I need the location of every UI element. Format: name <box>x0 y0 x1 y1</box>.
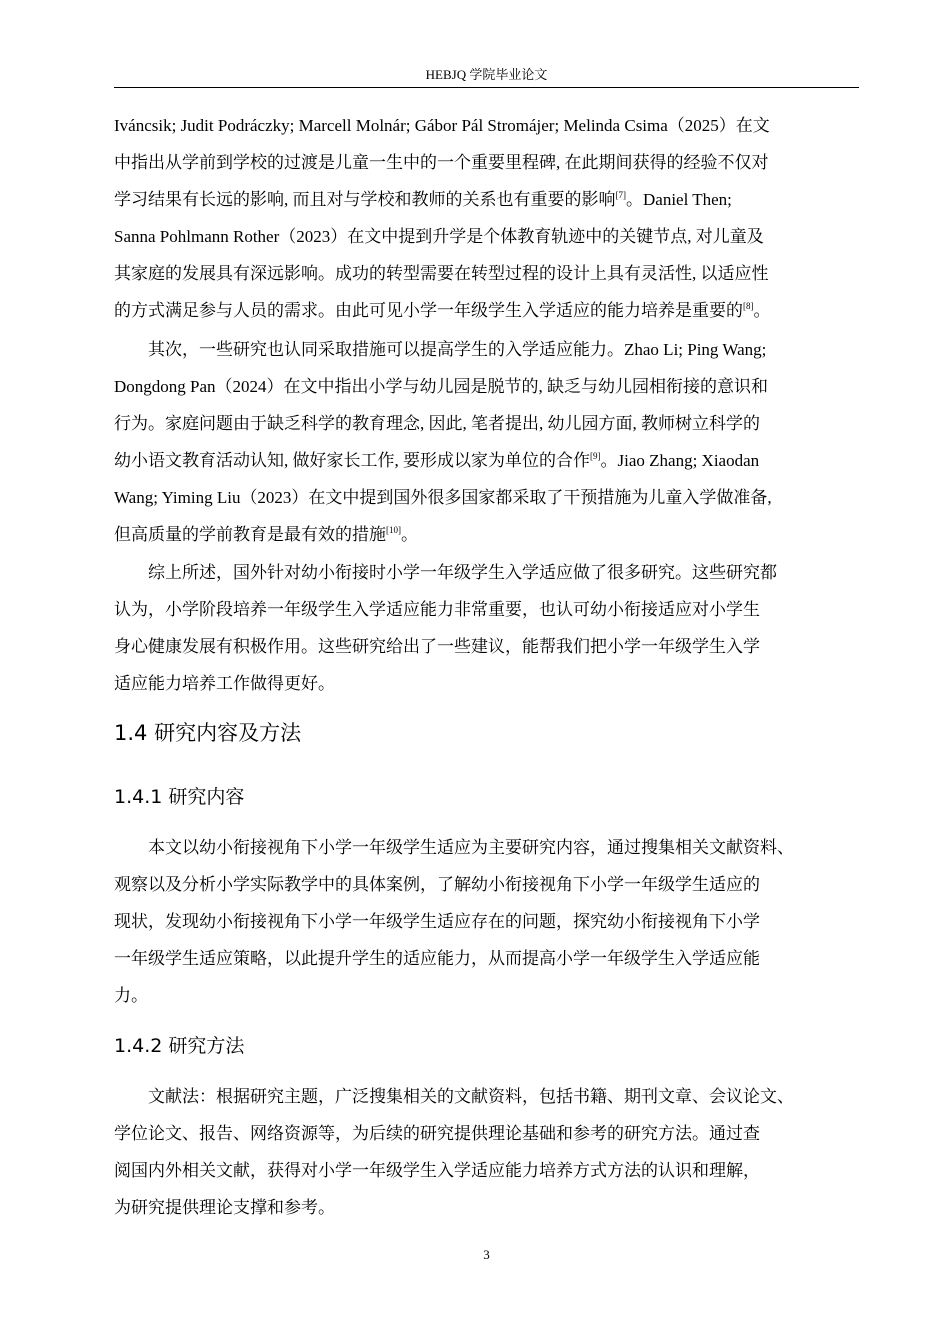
citation-ref: [7] <box>615 190 626 200</box>
text-run: 文献法：根据研究主题，广泛搜集相关的文献资料，包括书籍、期刊文章、会议论文、 <box>148 1087 794 1106</box>
running-header: HEBJQ 学院毕业论文 <box>425 67 548 82</box>
text-run: 身心健康发展有积极作用。这些研究给出了一些建议，能帮我们把小学一年级学生入学 <box>114 637 760 656</box>
text-run <box>114 442 759 479</box>
text-run: 的方式满足参与人员的需求。由此可见小学一年级学生入学适应的能力培养是重要的 <box>114 301 743 320</box>
text-run: Sanna Pohlmann Rother（2023）在文中提到升学是个体教育轨迹中的关键节点, 对儿童及 <box>114 227 764 246</box>
paragraph-research-content <box>114 829 859 1014</box>
text-run: 幼小语文教育活动认知, 做好家长工作, 要形成以家为单位的合作 <box>114 451 590 470</box>
text-run: Dongdong Pan（2024）在文中指出小学与幼儿园是脱节的, 缺乏与幼儿园相衔接的意识和 <box>114 377 769 396</box>
text-run: 行为。家庭问题由于缺乏科学的教育理念, 因此, 笔者提出, 幼儿园方面, 教师树立科学的 <box>114 414 760 433</box>
text-run: 认为，小学阶段培养一年级学生入学适应能力非常重要，也认可幼小衔接适应对小学生 <box>114 600 760 619</box>
paragraph-literature-2 <box>114 331 859 553</box>
text-run: 。Daniel Then; <box>626 190 732 209</box>
text-line <box>114 292 859 329</box>
text-run: 力。 <box>114 986 148 1005</box>
text-run: Iváncsik; Judit Podráczky; Marcell Molnár; Gábor Pál Stromájer; Melinda Csima（2025）在文 <box>114 116 770 135</box>
text-line <box>114 218 859 255</box>
text-run: 观察以及分析小学实际教学中的具体案例，了解幼小衔接视角下小学一年级学生适应的 <box>114 875 760 894</box>
text-run: 。 <box>401 525 418 544</box>
text-line <box>114 255 859 292</box>
text-run: 现状，发现幼小衔接视角下小学一年级学生适应存在的问题，探究幼小衔接视角下小学 <box>114 912 760 931</box>
text-line <box>114 331 859 368</box>
text-run: 学位论文、报告、网络资源等，为后续的研究提供理论基础和参考的研究方法。通过查 <box>114 1124 760 1143</box>
paragraph-summary <box>114 554 859 702</box>
text-run: Wang; Yiming Liu（2023）在文中提到国外很多国家都采取了干预措施为儿童入学做准备, <box>114 488 772 507</box>
text-line <box>114 903 859 940</box>
text-run: 为研究提供理论支撑和参考。 <box>114 1198 335 1217</box>
text-line <box>114 181 859 218</box>
text-line <box>114 405 859 442</box>
citation-ref: [10] <box>386 525 401 535</box>
text-run: 学习结果有长远的影响, 而且对与学校和教师的关系也有重要的影响 <box>114 190 616 209</box>
text-run: 。Jiao Zhang; Xiaodan <box>600 451 760 470</box>
text-run: 其次，一些研究也认同采取措施可以提高学生的入学适应能力。Zhao Li; Ping Wang; <box>148 340 767 359</box>
text-line <box>114 368 859 405</box>
citation-ref: [8] <box>743 301 754 311</box>
text-run: 但高质量的学前教育是最有效的措施 <box>114 525 386 544</box>
text-run: 综上所述，国外针对幼小衔接时小学一年级学生入学适应做了很多研究。这些研究都 <box>148 563 777 582</box>
text-line <box>114 977 859 1014</box>
text-run: 适应能力培养工作做得更好。 <box>114 674 335 693</box>
paragraph-research-method <box>114 1078 859 1226</box>
text-line <box>114 591 859 628</box>
text-run <box>114 181 732 218</box>
text-run: 一年级学生适应策略，以此提升学生的适应能力，从而提高小学一年级学生入学适应能 <box>114 949 760 968</box>
text-line <box>114 829 859 866</box>
paragraph-literature-1 <box>114 107 859 329</box>
text-line <box>114 1152 859 1189</box>
text-line <box>114 866 859 903</box>
text-run: 阅国内外相关文献，获得对小学一年级学生入学适应能力培养方式方法的认识和理解， <box>114 1161 760 1180</box>
text-line <box>114 940 859 977</box>
citation-ref: [9] <box>590 451 601 461</box>
section-heading-1-4: 1.4 研究内容及方法 <box>114 721 302 745</box>
text-run: 本文以幼小衔接视角下小学一年级学生适应为主要研究内容，通过搜集相关文献资料、 <box>148 838 794 857</box>
text-line <box>114 1115 859 1152</box>
text-run: 中指出从学前到学校的过渡是儿童一生中的一个重要里程碑, 在此期间获得的经验不仅对 <box>114 153 769 172</box>
text-line <box>114 442 859 479</box>
section-heading-1-4-1: 1.4.1 研究内容 <box>114 786 245 808</box>
text-run: 其家庭的发展具有深远影响。成功的转型需要在转型过程的设计上具有灵活性, 以适应性 <box>114 264 769 283</box>
text-line <box>114 516 859 553</box>
text-line <box>114 665 859 702</box>
section-heading-1-4-2: 1.4.2 研究方法 <box>114 1035 245 1057</box>
text-line <box>114 107 859 144</box>
text-line <box>114 479 859 516</box>
text-run: 。 <box>753 301 771 320</box>
text-line <box>114 554 859 591</box>
header-rule <box>114 87 859 88</box>
text-line <box>114 1078 859 1115</box>
text-line <box>114 144 859 181</box>
text-line <box>114 1189 859 1226</box>
text-line <box>114 628 859 665</box>
page-number: 3 <box>483 1247 490 1262</box>
